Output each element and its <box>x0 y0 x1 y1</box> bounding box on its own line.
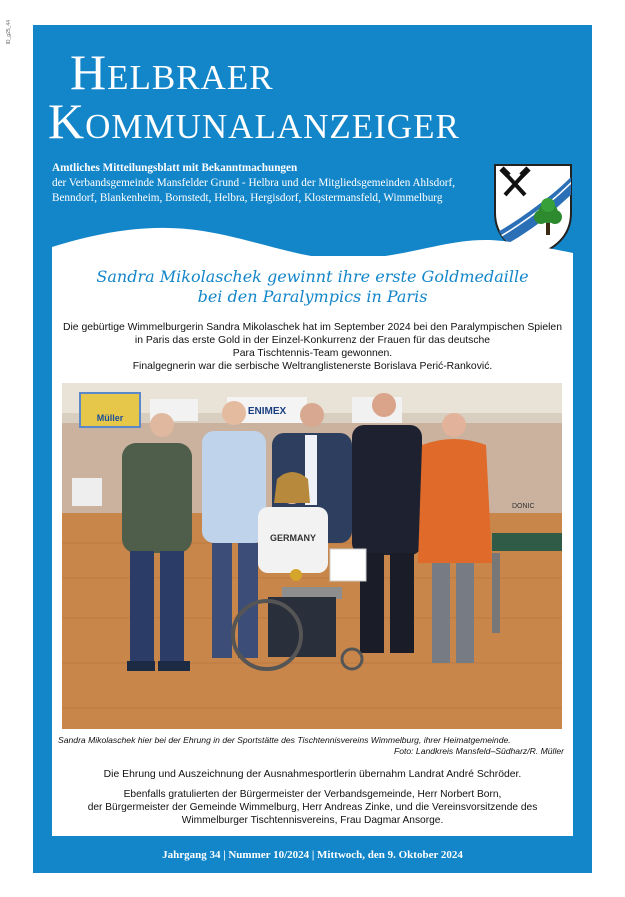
body-p2-line-1: Ebenfalls gratulierten der Bürgermeister der Verbandsgemeinde, Herr Norbert Born, <box>123 789 502 800</box>
side-code: ID_g25_44 <box>6 20 12 45</box>
caption-text: Sandra Mikolaschek hier bei der Ehrung in der Sportstätte des Tischtennisvereins Wimmelburg, ihrer Heimatgemeinde. <box>58 735 511 745</box>
intro-text <box>58 321 567 373</box>
masthead <box>48 44 460 149</box>
intro-line-3: Para Tischtennis-Team gewonnen. <box>232 348 393 359</box>
banner-enimex: ENIMEX <box>247 406 287 417</box>
issue-footer: Jahrgang 34 | Nummer 10/2024 | Mittwoch, den 9. Oktober 2024 <box>162 849 463 861</box>
subtitle <box>52 161 472 206</box>
body-paragraph-1: Die Ehrung und Auszeichnung der Ausnahmesportlerin übernahm Landrat André Schröder. <box>103 769 522 780</box>
banner-mueller: Müller <box>96 413 124 423</box>
photo-caption <box>58 735 564 757</box>
subtitle-line-2: der Verbandsgemeinde Mansfelder Grund - Helbra und der Mitgliedsgemeinden Ahlsdorf, <box>52 177 456 189</box>
subtitle-line-3: Benndorf, Blankenheim, Bornstedt, Helbra, Hergisdorf, Klostermansfeld, Wimmelburg <box>52 192 443 204</box>
masthead-line-1: Helbraer <box>70 44 274 100</box>
intro-line-4: Finalgegnerin war die serbische Weltranglistenerste Borislava Perić-Ranković. <box>132 361 493 372</box>
shirt-text: GERMANY <box>269 533 317 543</box>
caption-credit: Foto: Landkreis Mansfeld–Südharz/R. Müller <box>393 746 564 756</box>
intro-line-2: in Paris das erste Gold in der Einzel-Konkurrenz der Frauen für das deutsche <box>134 335 491 346</box>
ceremony-photo <box>62 383 562 729</box>
masthead-line-2: Kommunalanzeiger <box>48 93 460 149</box>
body-p2-line-3: Wimmelburger Tischtennisvereins, Frau Dagmar Ansorge. <box>181 814 444 826</box>
headline <box>52 267 573 307</box>
table-brand: DONIC <box>512 503 535 510</box>
headline-line-2: bei den Paralympics in Paris <box>197 287 428 306</box>
subtitle-lead: Amtliches Mitteilungsblatt mit Bekanntmachungen <box>52 162 298 174</box>
body-p2-line-2: der Bürgermeister der Gemeinde Wimmelburg, Herr Andreas Zinke, und die Vereinsvorsitzende des <box>87 801 538 813</box>
headline-line-1: Sandra Mikolaschek gewinnt ihre erste Goldmedaille <box>96 267 529 286</box>
intro-line-1: Die gebürtige Wimmelburgerin Sandra Mikolaschek hat im September 2024 bei den Paralympischen Spielen <box>62 322 562 333</box>
body-paragraph-2 <box>58 789 567 827</box>
